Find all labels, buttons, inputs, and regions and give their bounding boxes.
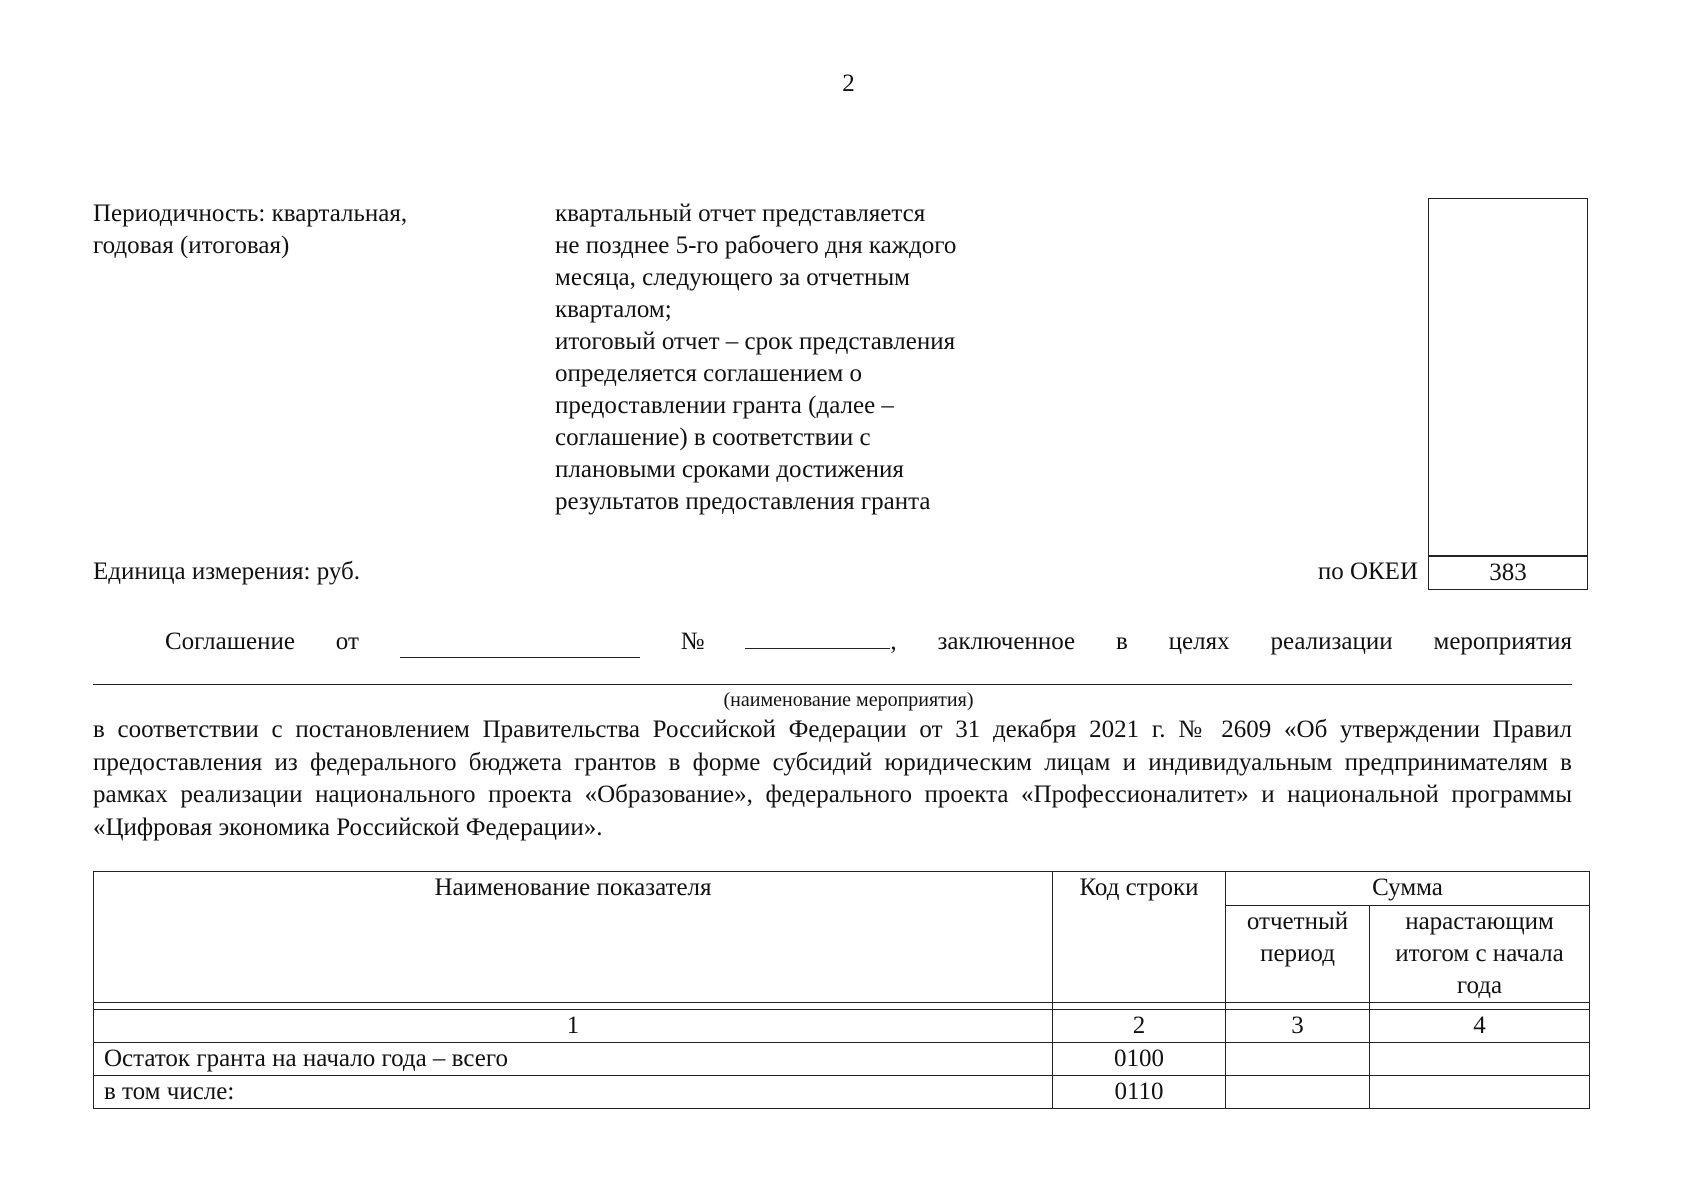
reporting-period-cell[interactable]: [1226, 1076, 1370, 1109]
table-gap: [94, 1003, 1590, 1010]
header-row-code: Код строки: [1053, 872, 1226, 1003]
header-sum: Сумма: [1226, 872, 1590, 906]
unit-of-measure: Единица измерения: руб.: [93, 558, 361, 585]
okei-label: по ОКЕИ: [1317, 558, 1418, 585]
column-number: 2: [1053, 1010, 1226, 1043]
agreement-line: [165, 622, 1572, 658]
agreement-word: Соглашение: [165, 628, 295, 655]
event-name-blank[interactable]: [93, 684, 1572, 685]
column-number: 1: [94, 1010, 1053, 1043]
column-numbers-row: [94, 1010, 1590, 1043]
in-word: в: [1115, 628, 1128, 655]
column-number: 3: [1226, 1010, 1370, 1043]
agreement-number-blank[interactable]: [745, 622, 890, 649]
event-name-caption: (наименование мероприятия): [723, 689, 974, 711]
report-table: [93, 871, 1590, 1109]
column-number: 4: [1370, 1010, 1590, 1043]
row-code-cell: 0100: [1053, 1043, 1226, 1076]
comma: ,: [890, 628, 897, 655]
row-code-cell: 0110: [1053, 1076, 1226, 1109]
reporting-period-cell[interactable]: [1226, 1043, 1370, 1076]
cumulative-cell[interactable]: [1370, 1043, 1590, 1076]
concluded-word: заключенное: [937, 628, 1076, 655]
goals-word: целях: [1168, 628, 1230, 655]
table-row: [94, 1076, 1590, 1109]
submission-terms: квартальный отчет представляется не позднее 5-го рабочего дня каждого месяца, следующего за отчетным кварталом; итоговый отчет – срок представления определяется соглашением о предоставлении гранта (далее – соглашение) в соответствии с плановыми сроками достижения результатов предоставления гранта: [555, 200, 957, 515]
event-word: мероприятия: [1433, 628, 1572, 655]
agreement-number-group: [745, 622, 896, 658]
header-indicator-name: Наименование показателя: [94, 872, 1053, 1003]
header-cumulative: нарастающим итогом с начала года: [1370, 906, 1590, 1003]
periodicity-label: Периодичность: квартальная, годовая (итоговая): [93, 200, 408, 259]
okei-code-cell: 383: [1428, 556, 1588, 590]
header-reporting-period: отчетный период: [1226, 906, 1370, 1003]
from-word: от: [335, 628, 359, 655]
number-sign: №: [680, 628, 705, 655]
indicator-name-cell: Остаток гранта на начало года – всего: [94, 1043, 1053, 1076]
indicator-name-cell: в том числе:: [94, 1076, 1053, 1109]
table-row: [94, 1043, 1590, 1076]
agreement-date-blank[interactable]: [400, 631, 640, 658]
cumulative-cell[interactable]: [1370, 1076, 1590, 1109]
page-number: 2: [842, 70, 855, 97]
realization-word: реализации: [1270, 628, 1393, 655]
decree-paragraph: в соответствии с постановлением Правительства Российской Федерации от 31 декабря 2021 г. № 2609 «Об утверждении Правил предоставления из федерального бюджета грантов в форме субсидий юридическим лицам и индивидуальным предпринимателям в рамках реализации национального проекта «Образование», федерального проекта «Профессионалитет» и национальной программы «Цифровая экономика Российской Федерации».: [93, 716, 1572, 841]
code-box: [1428, 198, 1588, 556]
